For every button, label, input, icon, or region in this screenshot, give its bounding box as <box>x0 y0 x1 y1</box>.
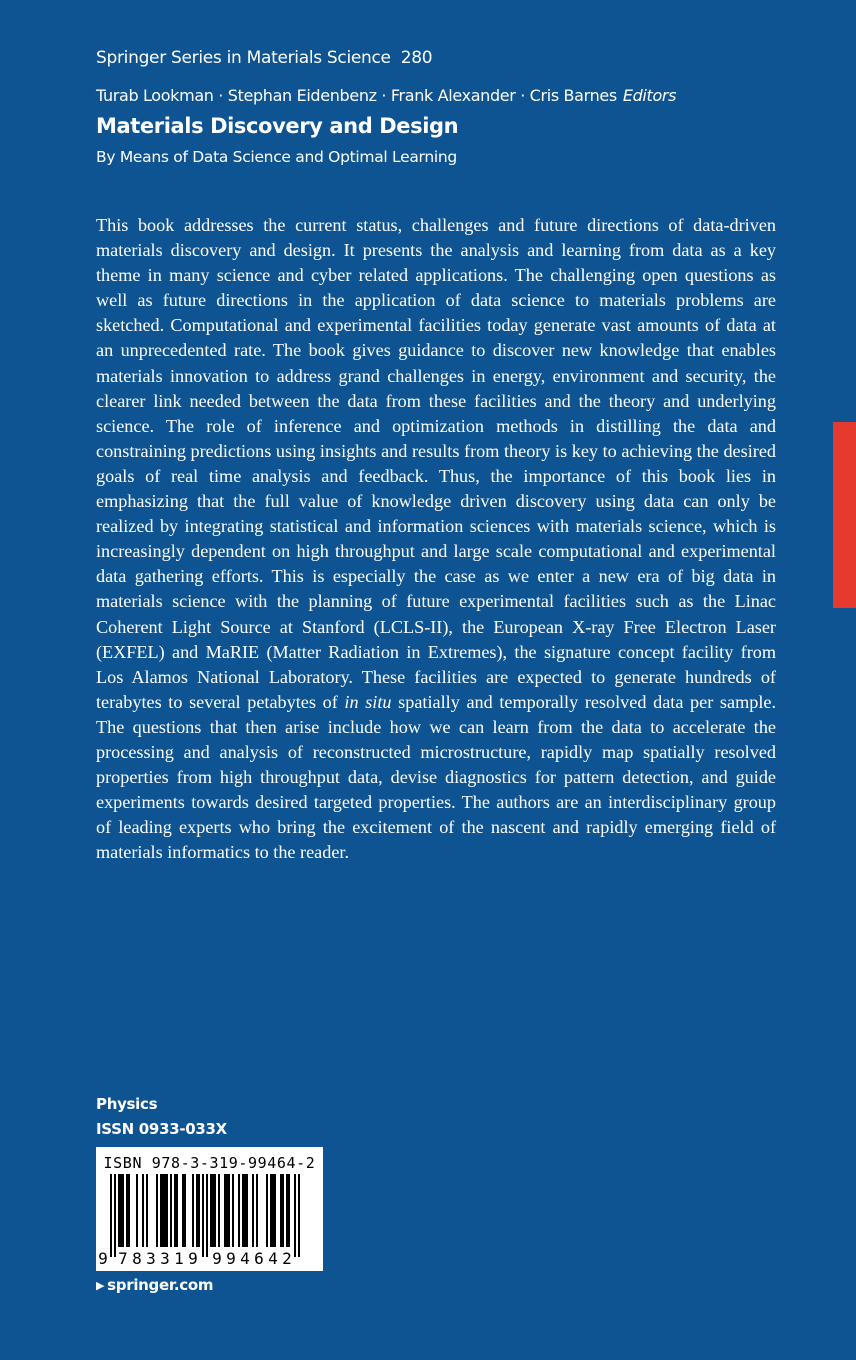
barcode-bar <box>184 1174 186 1247</box>
barcode-bar <box>126 1174 128 1247</box>
barcode-digit: 2 <box>282 1249 292 1268</box>
barcode-bar <box>212 1174 214 1247</box>
triangle-right-icon: ▶ <box>96 1279 105 1292</box>
barcode-bar <box>202 1174 204 1257</box>
barcode-bar <box>280 1174 282 1247</box>
barcode-bar <box>162 1174 164 1247</box>
barcode-bar <box>192 1174 194 1247</box>
barcode-bar <box>270 1174 272 1247</box>
series-name: Springer Series in Materials Science <box>96 48 391 68</box>
barcode-bar <box>182 1174 184 1247</box>
barcode-bar <box>110 1174 112 1257</box>
barcode-bar <box>196 1174 198 1247</box>
barcode-digit: 9 <box>212 1249 222 1268</box>
book-subtitle: By Means of Data Science and Optimal Learning <box>96 148 457 166</box>
publisher-url[interactable] <box>96 1276 213 1294</box>
isbn-barcode <box>96 1147 323 1271</box>
barcode-bar <box>274 1174 276 1247</box>
barcode-bar <box>164 1174 166 1247</box>
barcode-bar <box>272 1174 274 1247</box>
barcode-bar <box>294 1174 296 1257</box>
barcode-bar <box>128 1174 130 1247</box>
barcode-bar <box>228 1174 230 1247</box>
editors-line <box>96 86 676 105</box>
issn-number: ISSN 0933-033X <box>96 1120 227 1138</box>
barcode-bar <box>224 1174 226 1247</box>
barcode-bar <box>146 1174 148 1247</box>
barcode-digit: 9 <box>98 1249 108 1268</box>
barcode-bar <box>176 1174 178 1247</box>
barcode-digit: 4 <box>268 1249 278 1268</box>
publisher-url-text: springer.com <box>107 1276 214 1294</box>
barcode-bar <box>286 1174 288 1247</box>
barcode-bar <box>136 1174 138 1247</box>
barcode-bar <box>122 1174 124 1247</box>
barcode-bar <box>232 1174 234 1247</box>
barcode-bar <box>120 1174 122 1247</box>
barcode-bar <box>166 1174 168 1247</box>
barcode-bar <box>170 1174 172 1247</box>
barcode-digit: 3 <box>146 1249 156 1268</box>
subject-category: Physics <box>96 1095 158 1113</box>
barcode-bar <box>288 1174 290 1247</box>
barcode-bar <box>174 1174 176 1247</box>
series-volume: 280 <box>400 48 433 68</box>
barcode-bar <box>114 1174 116 1257</box>
barcode-bar <box>252 1174 254 1247</box>
barcode-bar <box>238 1174 240 1247</box>
editor-names: Turab Lookman · Stephan Eidenbenz · Frank Alexander · Cris Barnes <box>96 86 617 105</box>
editors-role: Editors <box>622 86 677 105</box>
series-line <box>96 48 432 68</box>
barcode-bar <box>206 1174 208 1257</box>
barcode-bar <box>266 1174 268 1247</box>
barcode-digit: 3 <box>160 1249 170 1268</box>
barcode-bar <box>160 1174 162 1247</box>
barcode-digit: 9 <box>188 1249 198 1268</box>
barcode-bar <box>244 1174 246 1247</box>
barcode-bar <box>242 1174 244 1247</box>
barcode-bar <box>118 1174 120 1247</box>
barcode-bar <box>214 1174 216 1247</box>
barcode-bar <box>142 1174 144 1247</box>
barcode-bar <box>256 1174 258 1247</box>
barcode-bar <box>210 1174 212 1247</box>
red-edge-tab <box>833 422 856 608</box>
barcode-bar <box>298 1174 300 1257</box>
barcode-bar <box>218 1174 220 1247</box>
barcode-bar <box>282 1174 284 1247</box>
barcode-bar <box>226 1174 228 1247</box>
book-description <box>96 213 776 865</box>
description-italic-term: in situ <box>344 691 392 712</box>
barcode-digit: 8 <box>132 1249 142 1268</box>
barcode-digit: 6 <box>254 1249 264 1268</box>
book-title: Materials Discovery and Design <box>96 114 459 138</box>
isbn-label: ISBN 978-3-319-99464-2 <box>103 1154 316 1172</box>
barcode-bar <box>246 1174 248 1247</box>
description-text-part-2: spatially and temporally resolved data per sample. The questions that then arise include how we can learn from the data to accelerate the processing and analysis of reconstructed microstructure, rapidly map spatially resolved properties from high throughput data, devise diagnostics for pattern detection, and guide experiments towards desired targeted properties. The authors are an interdisciplinary group of leading experts who bring the excitement of the nascent and rapidly emerging field of materials informatics to the reader. <box>96 691 776 863</box>
barcode-bar <box>198 1174 200 1247</box>
barcode-bar <box>156 1174 158 1247</box>
barcode-digit: 1 <box>174 1249 184 1268</box>
barcode-digit: 9 <box>226 1249 236 1268</box>
description-text-part-1: This book addresses the current status, challenges and future directions of data-driven materials discovery and design. It presents the analysis and learning from data as a key theme in many science and cyber related applications. The challenging open questions as well as future directions in the application of data science to materials problems are sketched. Computational and experimental facilities today generate vast amounts of data at an unprecedented rate. The book gives guidance to discover new knowledge that enables materials innovation to address grand challenges in energy, environment and security, the clearer link needed between the data from these facilities and the theory and underlying science. The role of inference and optimization methods in distilling the data and constraining predictions using insights and results from theory is key to achieving the desired goals of real time analysis and feedback. Thus, the importance of this book lies in emphasizing that the full value of knowledge driven discovery using data can only be realized by integrating statistical and information sciences with materials science, which is increasingly dependent on high throughput and large scale computational and experimental data gathering efforts. This is especially the case as we enter a new era of big data in materials science with the planning of future experimental facilities such as the Linac Coherent Light Source at Stanford (LCLS-II), the European X-ray Free Electron Laser (EXFEL) and MaRIE (Matter Radiation in Extremes), the signature concept facility from Los Alamos National Laboratory. These facilities are expected to generate hundreds of terabytes to several petabytes of <box>96 215 776 712</box>
barcode-digit: 4 <box>240 1249 250 1268</box>
barcode-digit: 7 <box>118 1249 128 1268</box>
